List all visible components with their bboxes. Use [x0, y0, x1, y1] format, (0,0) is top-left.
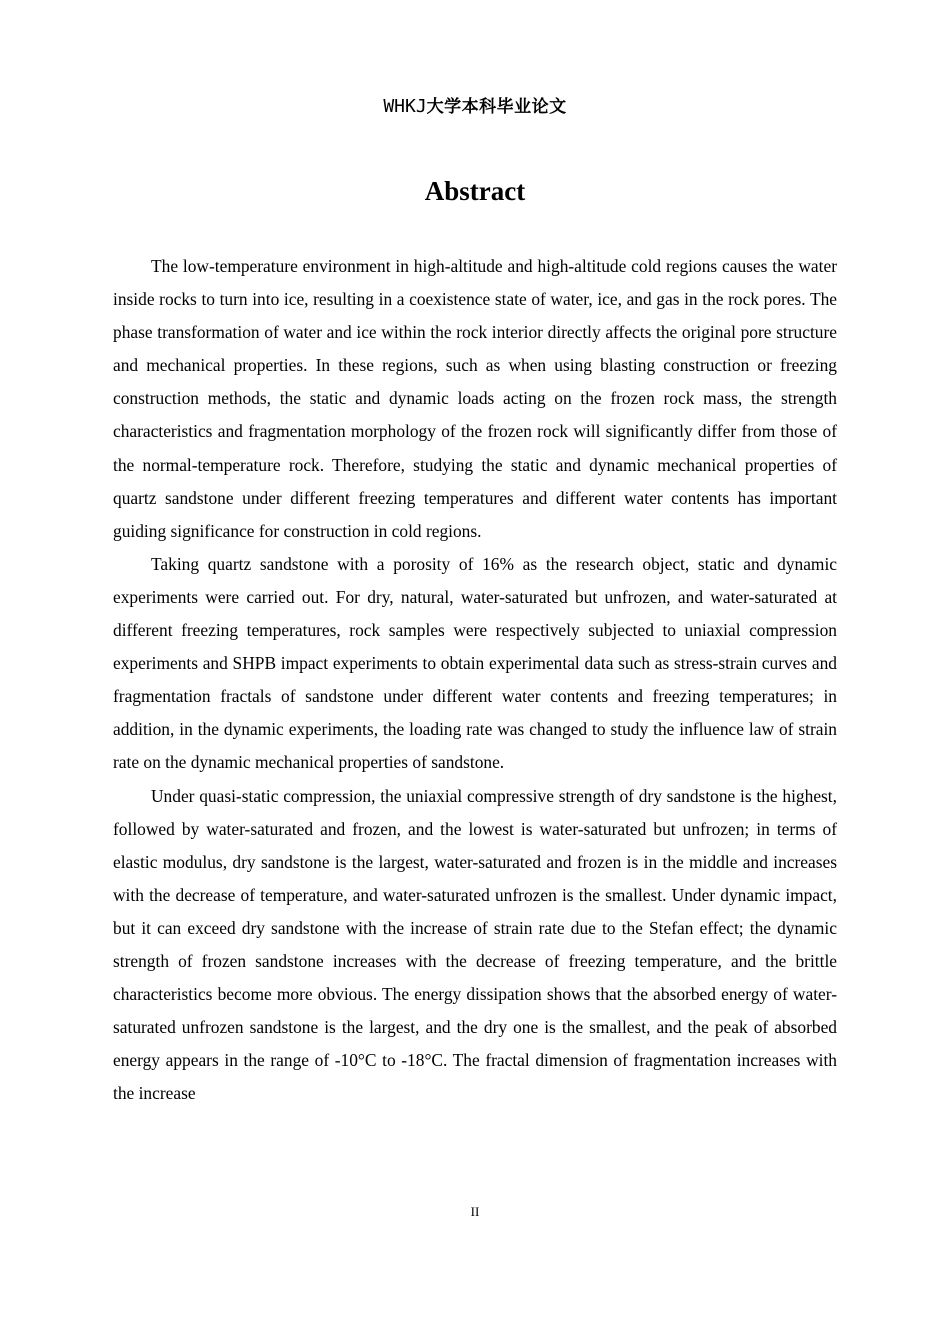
abstract-paragraph-3: Under quasi-static compression, the uniaxial compressive strength of dry sandstone is the highest, followed by water-saturated and frozen, and the lowest is water-saturated but unfrozen; in terms of elastic modulus, dry sandstone is the largest, water-saturated and frozen is in the middle and increases with the decrease of temperature, and water-saturated unfrozen is the smallest. Under dynamic impact, but it can exceed dry sandstone with the increase of strain rate due to the Stefan effect; the dynamic strength of frozen sandstone increases with the decrease of freezing temperature, and the brittle characteristics become more obvious. The energy dissipation shows that the absorbed energy of water-saturated unfrozen sandstone is the largest, and the dry one is the smallest, and the peak of absorbed energy appears in the range of -10°C to -18°C. The fractal dimension of fragmentation increases with the increase — [113, 785, 837, 1104]
page-number: II — [470, 1204, 480, 1219]
header-thesis-label: 大学本科毕业论文 — [426, 97, 567, 117]
abstract-paragraph-2: Taking quartz sandstone with a porosity of 16% as the research object, static and dynamic experiments were carried out. For dry, natural, water-saturated but unfrozen, and water-saturated at different freezing temperatures, rock samples were respectively subjected to uniaxial compression experiments and SHPB impact experiments to obtain experimental data such as stress-strain curves and fragmentation fractals of sandstone under different water contents and freezing temperatures; in addition, in the dynamic experiments, the loading rate was changed to study the influence law of strain rate on the dynamic mechanical properties of sandstone. — [113, 553, 837, 773]
abstract-paragraph-1: The low-temperature environment in high-altitude and high-altitude cold regions causes the water inside rocks to turn into ice, resulting in a coexistence state of water, ice, and gas in the rock pores. The phase transformation of water and ice within the rock interior directly affects the original pore structure and mechanical properties. In these regions, such as when using blasting construction or freezing construction methods, the static and dynamic loads acting on the frozen rock mass, the strength characteristics and fragmentation morphology of the frozen rock will significantly differ from those of the normal-temperature rock. Therefore, studying the static and dynamic mechanical properties of quartz sandstone under different freezing temperatures and different water contents has important guiding significance for construction in cold regions. — [113, 256, 837, 541]
abstract-body — [113, 250, 837, 1110]
header-university-code: WHKJ — [383, 96, 427, 117]
running-header — [0, 94, 950, 120]
abstract-title: Abstract — [424, 176, 526, 206]
